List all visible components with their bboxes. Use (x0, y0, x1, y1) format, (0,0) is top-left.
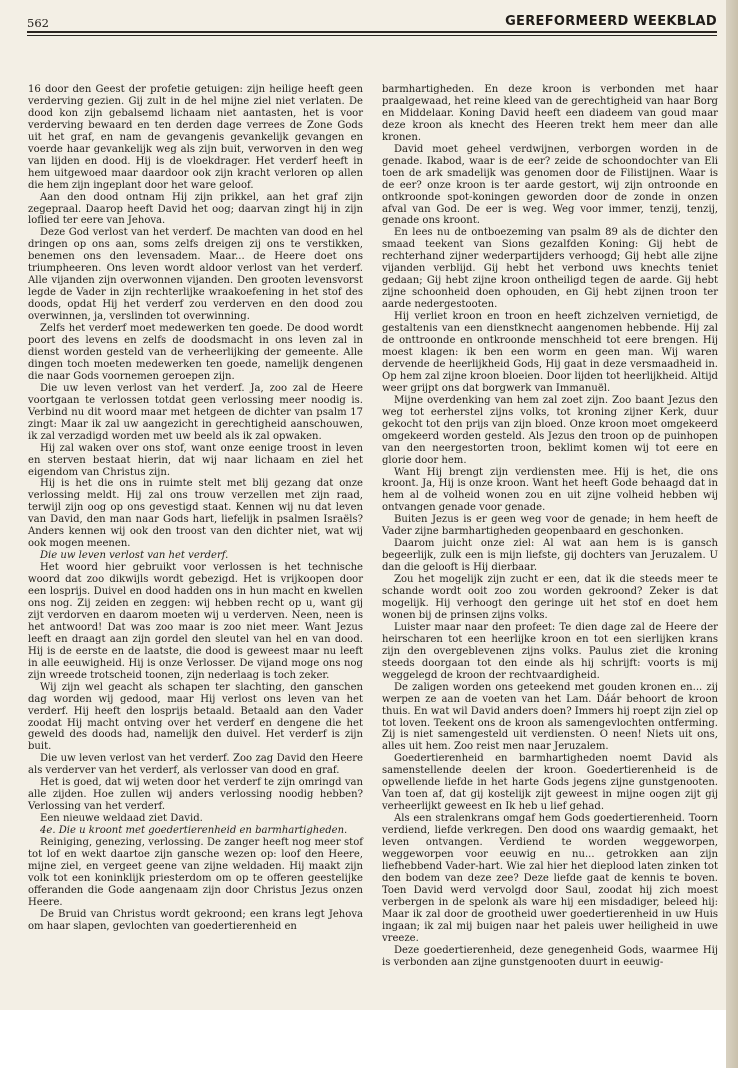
left-column-paragraph: De Bruid van Christus wordt gekroond; een krans legt Jehova om haar slapen, gevlochten van goedertierenheid en (28, 908, 363, 932)
right-column-paragraph: Luister maar naar den profeet: Te dien dage zal de Heere der heirscharen tot een heerlijke kroon en tot een sierlijken krans zijn den overgeblevenen zijns volks. Paulus ziet die kroning steeds doorgaan tot den einde als hij schrijft: voorts is mij weggelegd de kroon der rechtvaardigheid. (382, 621, 718, 681)
right-column-paragraph: David moet geheel verdwijnen, verborgen worden in de genade. Ikabod, waar is de eer? zeide de schoondochter van Eli toen de ark smadelijk was genomen door de Filistijnen. Waar is de eer? onze kroon is ter aarde gestort, wij zijn ontroonde en ontkroonde spot-koningen geworden door de zonde in onzen afval van God. De eer is weg. Weg voor immer, tenzij, tenzij, genade ons kroont. (382, 143, 718, 227)
right-column-paragraph: Mijne overdenking van hem zal zoet zijn. Zoo baant Jezus den weg tot eerherstel zijns volks, tot kroning zijner Kerk, duur gekocht tot den prijs van zijn bloed. Onze kroon moet omgekeerd omgekeerd worden gesteld. Als Jezus den troon op de puinhopen van den neergestorten troon, beklimt komen wij tot eere en glorie door hem. (382, 394, 718, 466)
left-column-paragraph: Het woord hier gebruikt voor verlossen is het technische woord dat zoo dikwijls wordt gebezigd. Het is vrijkoopen door een losprijs. Duivel en dood hadden ons in hun macht en kwellen ons nog. Zij zeiden en zeggen: wij hebben recht op u, want gij zijt verdorven en daarom moeten wij u verderven. Neen, neen is het antwoord! Dat was zoo maar is zoo niet meer. Want Jezus leeft en draagt aan zijn gordel den sleutel van hel en van dood. Hij is de eerste en de laatste, die dood is geweest maar nu leeft in alle eeuwigheid. Hij is onze Verlosser. De vijand moge ons nog zijn wreede trotscheid toonen, zijn nederlaag is toch zeker. (28, 562, 363, 681)
right-column-paragraph: Als een stralenkrans omgaf hem Gods goedertierenheid. Toorn verdiend, liefde verkregen. Den dood ons waardig gemaakt, het leven ontvangen. Verdiend te worden weggeworpen, weggeworpen voor eeuwig en nu... getrokken aan zijn liefhebbend Vader-hart. Wie zal hier het dieplood laten zinken tot den bodem van deze zee? Deze liefde gaat de kennis te boven. Toen David werd vervolgd door Saul, zoodat hij zich moest verbergen in de spelonk als ware hij een misdadiger, beleed hij: Maar ik zal door de grootheid uwer goedertierenheid in uw Huis ingaan; ik zal mij buigen naar het paleis uwer heiligheid in uwe vreeze. (382, 813, 718, 944)
left-column-paragraph: Die uw leven verlost van het verderf. Zoo zag David den Heere als verderver van het verderf, als verlosser van dood en graf. (28, 753, 363, 777)
right-column-paragraph: Buiten Jezus is er geen weg voor de genade; in hem heeft de Vader zijne barmhartigheden geopenbaard en geschonken. (382, 514, 718, 538)
left-column-paragraph: 4e. Die u kroont met goedertierenheid en barmhartigheden. (40, 825, 348, 837)
left-column-paragraph: Een nieuwe weldaad ziet David. (40, 813, 203, 825)
right-column-paragraph: Daarom juicht onze ziel: Al wat aan hem is is gansch begeerlijk, zulk een is mijn liefste, gij dochters van Jeruzalem. U dan die gelooft is Hij dierbaar. (382, 538, 718, 574)
left-column-paragraph: 16 door den Geest der profetie getuigen: zijn heilige heeft geen verderving gezien. Gij zult in de hel mijne ziel niet verlaten. De dood kon zijn gebalsemd lichaam niet aantasten, het is voor verderving bewaard en ten derden dage verrees de Zone Gods uit het graf, en nam de gevangenis gevankelijk gevangen en voerde haar gevankelijk weg als zijn buit, verworven in den weg van lijden en dood. Hij is de vloekdrager. Het verderf heeft in hem uitgewoed maar daardoor ook zijn kracht verloren op allen die hem zijn ingeplant door het ware geloof. (28, 84, 363, 191)
left-column (28, 84, 363, 933)
right-column-paragraph: Deze goedertierenheid, deze genegenheid Gods, waarmee Hij is verbonden aan zijne gunstgenooten duurt in eeuwig- (382, 944, 718, 968)
right-column-paragraph: Zou het mogelijk zijn zucht er een, dat ik die steeds meer te schande wordt ooit zoo zou worden gekroond? Zeker is dat mogelijk. Hij verhoogt den geringe uit het stof en doet hem wonen bij de prinsen zijns volks. (382, 574, 718, 621)
right-column-paragraph: De zaligen worden ons geteekend met gouden kronen en... zij werpen ze aan de voeten van het Lam. Dáár behoort de kroon thuis. En wat wil David anders doen? Immers hij roept zijn ziel op tot loven. Teekent ons de kroon als samengevlochten ontferming. Zij is niet samengesteld uit verdiensten. O neen! Niets uit ons, alles uit hem. Zoo reist men naar Jeruzalem. (382, 681, 718, 753)
right-column-paragraph: Hij verliet kroon en troon en heeft zichzelven vernietigd, de gestaltenis van een dienstknecht aangenomen hebbende. Hij zal de onttroonde en ontkroonde menschheid tot eere brengen. Hij moest klagen: ik ben een worm en geen man. Wij waren dervende de heerlijkheid Gods, Hij gaat in deze versmaadheid in. Op hem zal zijne kroon bloeien. Door lijden tot heerlijkheid. Altijd weer grijpt ons dat borgwerk van Immanuël. (382, 311, 718, 394)
left-column-paragraph: Deze God verlost van het verderf. De machten van dood en hel dringen op ons aan, soms zelfs dreigen zij ons te verstikken, benemen ons den levensadem. Maar... de Heere doet ons triumpheeren. Ons leven wordt aldoor verlost van het verderf. Alle vijanden zijn overwonnen vijanden. Den grooten levensvorst legde de Vader in zijn rechterlijke wraakoefening in het stof des doods, opdat Hij het verderf zou verderven en den dood zou overwinnen, ja, verslinden tot overwinning. (28, 227, 363, 323)
right-column-paragraph: Goedertierenheid en barmhartigheden noemt David als samenstellende deelen der kroon. Goedertierenheid is de opwellende liefde in het harte Gods jegens zijne gunstgenooten. Van toen af, dat gij kostelijk zijt geweest in mijne oogen zijt gij verheerlijkt geweest en Ik heb u lief gehad. (382, 753, 718, 813)
right-column-paragraph: barmhartigheden. En deze kroon is verbonden met haar praalgewaad, het reine kleed van de gerechtigheid van haar Borg en Middelaar. Koning David heeft een diadeem van goud maar deze kroon als knecht des Heeren trekt hem meer dan alle kronen. (382, 84, 718, 143)
page-edge (726, 0, 738, 1068)
right-column-paragraph: En lees nu de ontboezeming van psalm 89 als de dichter den smaad teekent van Sions gezalfden Koning: Gij hebt de rechterhand zijner wederpartijders verhoogd; Gij hebt alle zijne vijanden verblijd. Gij hebt het verbond uws knechts teniet gedaan; Gij hebt zijne kroon ontheiligd tegen de aarde. Gij hebt zijne schoonheid doen ophouden, en Gij hebt zijnen troon ter aarde nedergestooten. (382, 227, 718, 311)
publication-title: GEREFORMEERD WEEKBLAD (505, 14, 717, 29)
left-column-paragraph: Wij zijn wel geacht als schapen ter slachting, den ganschen dag worden wij gedood, maar Hij verlost ons leven van het verderf. Hij heeft den losprijs betaald. Betaald aan den Vader zoodat Hij macht ontving over het verderf en dengene die het geweld des doods had, namelijk den duivel. Het verderf is zijn buit. (28, 681, 363, 753)
right-column-paragraph: Want Hij brengt zijn verdiensten mee. Hij is het, die ons kroont. Ja, Hij is onze kroon. Want het heeft Gode behaagd dat in hem al de volheid wonen zou en uit zijne volheid hebben wij ontvangen genade voor genade. (382, 466, 718, 514)
left-column-paragraph: Zelfs het verderf moet medewerken ten goede. De dood wordt poort des levens en zelfs de doodsmacht in ons leven zal in dienst worden gesteld van de verheerlijking der gemeente. Alle dingen toch moeten medewerken ten goede, namelijk dengenen die naar Gods voornemen geroepen zijn. (28, 323, 363, 382)
left-column-paragraph: Hij is het die ons in ruimte stelt met blij gezang dat onze verlossing meldt. Hij zal ons trouw verzellen met zijn raad, terwijl zijn oog op ons gevestigd staat. Kennen wij nu dat leven van David, den man naar Gods hart, liefelijk in psalmen Israëls? Anders kennen wij ook den troost van den dichter niet, wat wij ook mogen meenen. (28, 478, 363, 550)
page-number: 562 (27, 16, 49, 30)
page-bottom-margin (0, 1010, 738, 1068)
left-column-paragraph: Hij zal waken over ons stof, want onze eenige troost in leven en sterven bestaat hierin, dat wij naar lichaam en ziel het eigendom van Christus zijn. (28, 442, 363, 478)
left-column-paragraph: Aan den dood ontnam Hij zijn prikkel, aan het graf zijn zegepraal. Daarop heeft David het oog; daarvan zingt hij in zijn loflied ter eere van Jehova. (28, 191, 363, 227)
left-column-paragraph: Die uw leven verlost van het verderf. Ja, zoo zal de Heere voortgaan te verlossen totdat geen verlossing meer noodig is. Verbind nu dit woord maar met hetgeen de dichter van psalm 17 zingt: Maar ik zal uw aangezicht in gerechtigheid aanschouwen, ik zal verzadigd worden met uw beeld als ik zal opwaken. (28, 382, 363, 442)
left-column-paragraph: Die uw leven verlost van het verderf. (40, 550, 229, 562)
left-column-paragraph: Het is goed, dat wij weten door het verderf te zijn omringd van alle zijden. Hoe zullen wij anders verlossing noodig hebben? Verlossing van het verderf. (28, 777, 363, 813)
right-column (382, 84, 718, 969)
header-rule-thin (27, 35, 717, 36)
header-rule-thick (27, 31, 717, 33)
left-column-paragraph: Reiniging, genezing, verlossing. De zanger heeft nog meer stof tot lof en wekt daartoe zijn gansche wezen op: loof den Heere, mijne ziel, en vergeet geene van zijne weldaden. Hij maakt zijn volk tot een koninklijk priesterdom om op te offeren geestelijke offeranden die Gode aangenaam zijn door Christus Jezus onzen Heere. (28, 837, 363, 908)
